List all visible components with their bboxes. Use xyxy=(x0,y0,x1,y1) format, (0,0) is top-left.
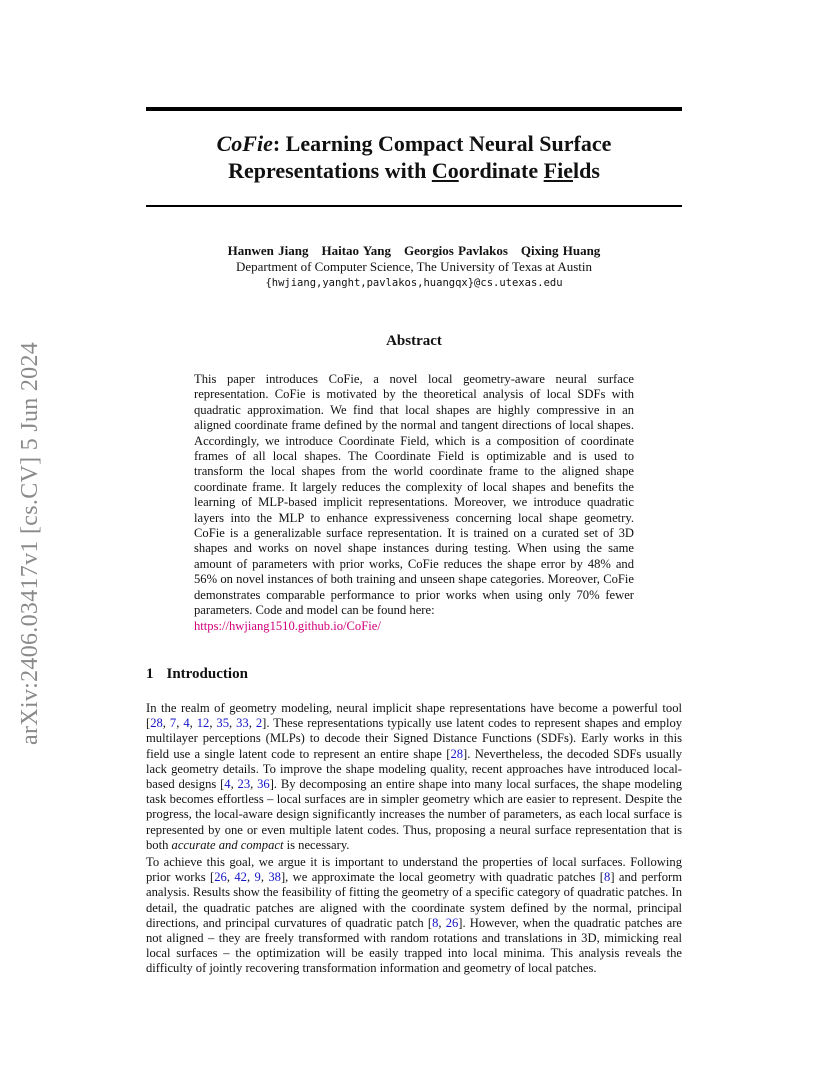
paragraph-text: , xyxy=(260,870,269,885)
title-line2-fie: Fie xyxy=(543,158,573,183)
paragraph-text: , xyxy=(229,716,237,731)
paragraph-text: , xyxy=(226,870,235,885)
paragraph-text: , xyxy=(189,716,197,731)
citation-link[interactable]: 36 xyxy=(257,777,270,792)
paragraph-text: ]. These representations typically use latent codes to represent shapes and employ multilayer perceptions (MLPs) to decode their Signed Distance Functions (SDFs). Early works in this field use a single latent code to represent an entire shape [ xyxy=(146,716,683,761)
title-line2-c: ordinate xyxy=(458,158,544,183)
abstract-body xyxy=(194,372,634,634)
author-name: Haitao Yang xyxy=(321,243,391,258)
section-number: 1 xyxy=(146,666,154,682)
paragraph-text: , xyxy=(246,870,255,885)
section-heading xyxy=(146,665,248,683)
paragraph-text: In the realm of geometry modeling, neural implicit shape representations have become a powerful tool [ xyxy=(146,701,682,731)
paragraph-text: , xyxy=(176,716,184,731)
paragraph-text: , xyxy=(230,777,238,792)
title-name: CoFie xyxy=(216,131,273,156)
citation-link[interactable]: 28 xyxy=(450,746,464,761)
paragraph-text: ], we approximate the local geometry with quadratic patches [ xyxy=(280,870,605,885)
title-line2-e: lds xyxy=(572,158,600,183)
paragraph-text: ]. Nevertheless, the decoded SDFs usually lack geometry details. To improve the shape modeling quality, recent approaches have introduced local-based designs [ xyxy=(146,746,683,792)
author-list xyxy=(146,243,682,259)
abstract-heading: Abstract xyxy=(386,333,442,349)
abstract-text: This paper introduces CoFie, a novel local geometry-aware neural surface representation. CoFie is motivated by the theoretical analysis of local SDFs with quadratic approximation. We find that local shapes are highly compressive in an aligned coordinate frame defined by the normal and tangent directions of local shapes. Accordingly, we introduce Coordinate Field, which is a composition of coordinate frames of all local shapes. The Coordinate Field is optimizable and is used to transform the local shapes from the world coordinate frame to the aligned shape coordinate frame. It largely reduces the complexity of local shapes and benefits the learning of MLP-based implicit representations. Moreover, we introduce quadratic layers into the MLP to enhance expressiveness concerning local shape geometry. CoFie is a generalizable surface representation. It is trained on a curated set of 3D shapes and works on novel shape instances during testing. When using the same amount of parameters with prior works, CoFie reduces the shape error by 48% and 56% on novel instances of both training and unseen shape categories. Moreover, CoFie demonstrates comparable performance to prior works when using only 70% fewer parameters. Code and model can be found here: xyxy=(194,372,634,618)
citation-link[interactable]: 42 xyxy=(234,870,247,885)
paragraph-text: ]. However, when the quadratic patches are not aligned – they are freely transformed with random rotations and translations in 3D, mimicking real local surfaces – the optimization will be easily trapped into local minima. This analysis reveals the difficulty of jointly recovering transformation information and geometry of local patches. xyxy=(146,915,683,976)
citation-link[interactable]: 33 xyxy=(236,716,249,731)
paragraph-text: , xyxy=(209,716,217,731)
paragraph-text: To achieve this goal, we argue it is important to understand the properties of local surfaces. Following prior works [ xyxy=(146,855,682,885)
citation-link[interactable]: 23 xyxy=(237,777,251,792)
author-name: Qixing Huang xyxy=(520,243,601,258)
citation-link[interactable]: 7 xyxy=(169,716,177,731)
title-rest: : Learning Compact Neural Surface xyxy=(272,131,612,156)
paper-title xyxy=(146,130,682,184)
paragraph-text: , xyxy=(438,915,446,930)
citation-link[interactable]: 4 xyxy=(224,777,231,792)
section-title: Introduction xyxy=(166,666,248,682)
citation-link[interactable]: 2 xyxy=(255,716,263,731)
citation-link[interactable]: 8 xyxy=(432,915,439,930)
author-name: Georgios Pavlakos xyxy=(404,243,508,258)
citation-link[interactable]: 28 xyxy=(150,716,163,731)
citation-link[interactable]: 8 xyxy=(604,870,611,885)
citation-link[interactable]: 26 xyxy=(214,870,227,885)
citation-link[interactable]: 9 xyxy=(254,870,261,885)
title-line2-a: Representations with xyxy=(228,158,432,183)
paragraph-text: , xyxy=(250,777,258,792)
author-affiliation: Department of Computer Science, The University of Texas at Austin xyxy=(235,259,593,274)
title-rule-bottom xyxy=(146,205,682,207)
author-email: {hwjiang,yanght,pavlakos,huangqx}@cs.utexas.edu xyxy=(265,277,563,289)
intro-paragraph-2 xyxy=(146,855,682,977)
citation-link[interactable]: 35 xyxy=(216,716,230,731)
project-link[interactable]: https://hwjiang1510.github.io/CoFie/ xyxy=(194,618,381,633)
paragraph-text: is necessary. xyxy=(283,837,350,852)
title-line2-co: Co xyxy=(431,158,459,183)
intro-paragraph-1 xyxy=(146,701,682,853)
author-name: Hanwen Jiang xyxy=(227,243,309,258)
paragraph-text: , xyxy=(162,716,170,731)
arxiv-identifier: arXiv:2406.03417v1 [cs.CV] 5 Jun 2024 xyxy=(17,341,43,745)
citation-link[interactable]: 12 xyxy=(196,716,210,731)
citation-link[interactable]: 26 xyxy=(445,915,459,930)
paragraph-text: ]. By decomposing an entire shape into many local surfaces, the shape modeling task becomes effortless – local surfaces are in simpler geometry which are easier to represent. Despite the progress, the local-aware design significantly increases the number of parameters, as each local surface is represented by one or even multiple latent codes. Thus, proposing a neural surface representation that is both xyxy=(146,777,682,852)
title-rule-top xyxy=(146,107,682,111)
paragraph-text: , xyxy=(248,716,256,731)
emphasis-text: accurate and compact xyxy=(171,837,284,852)
citation-link[interactable]: 4 xyxy=(183,716,190,731)
citation-link[interactable]: 38 xyxy=(268,870,281,885)
paragraph-text: ] and perform analysis. Results show the feasibility of fitting the geometry of a specific category of quadratic patches. In detail, the quadratic patches are aligned with the coordinate system defined by the normal, principal directions, and principal curvatures of quadratic patch [ xyxy=(146,870,683,930)
